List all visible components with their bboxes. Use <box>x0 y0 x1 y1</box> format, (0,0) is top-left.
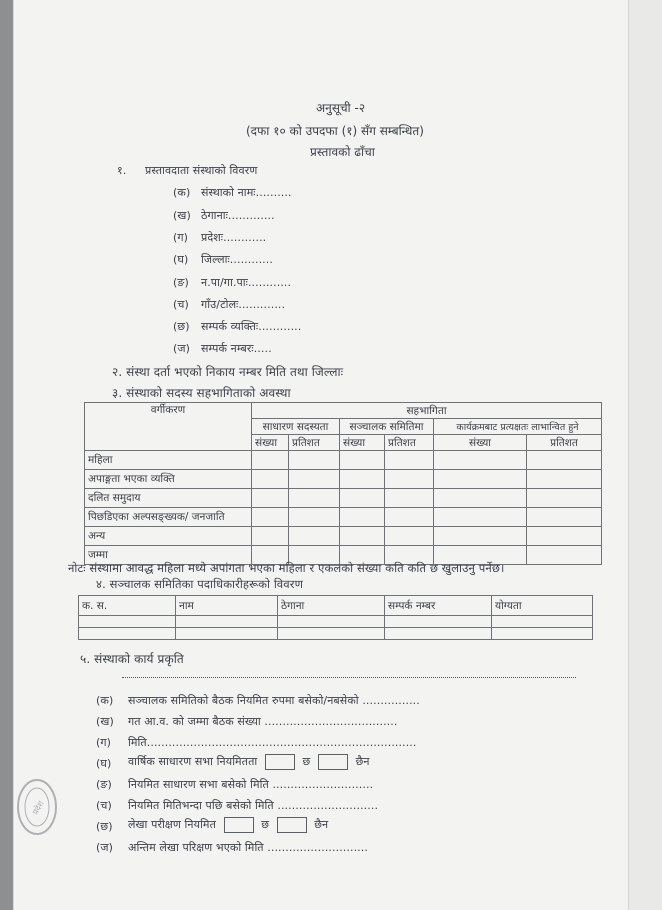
s5-item-text: अन्तिम लेखा परिक्षण भएको मिति ............................ <box>128 841 368 854</box>
row-label: महिला <box>85 451 252 470</box>
page-edge <box>628 0 662 910</box>
stamp-seal <box>16 778 58 836</box>
schedule-title: अनुसूची -२ <box>316 101 366 115</box>
table-row <box>85 489 602 508</box>
s1-item-text: गाँउ/टोलः............. <box>201 298 286 311</box>
group-header: सञ्चालक समितिमा <box>340 419 434 435</box>
s5-audit-row <box>128 817 328 833</box>
subheader: संख्या <box>252 435 289 451</box>
subheader: संख्या <box>434 435 527 451</box>
s5-item-text: मिति........................................................................... <box>128 736 417 749</box>
agm-yes-box[interactable] <box>265 754 295 770</box>
group-header: कार्यक्रमबाट प्रत्यक्षतः लाभान्वित हुने <box>434 419 602 435</box>
s1-item-letter: (ङ) <box>173 276 189 289</box>
col-header: सम्पर्क नम्बर <box>385 596 492 616</box>
table-row <box>79 616 593 628</box>
row-label: अन्य <box>85 527 252 546</box>
s1-item-text: न.पा/गा.पाः............ <box>201 276 292 289</box>
s1-item-letter: (क) <box>173 186 191 199</box>
yes-label: छ <box>302 755 311 768</box>
s1-item-text: सम्पर्क नम्बरः..... <box>201 342 272 355</box>
s1-item-letter: (ग) <box>173 231 189 244</box>
stamp-text: प्रदेश <box>30 799 46 817</box>
s5-item-letter: (च) <box>96 799 112 812</box>
s1-item-letter: (घ) <box>173 253 189 266</box>
col-header: नाम <box>176 596 278 616</box>
subheader: प्रतिशत <box>385 435 434 451</box>
row-label: दलित समुदाय <box>85 489 252 508</box>
agm-no-box[interactable] <box>318 754 348 770</box>
participation-header: सहभागिता <box>252 403 602 419</box>
section2-text: २. संस्था दर्ता भएको निकाय नम्बर मिति तथा जिल्लाः <box>112 365 344 379</box>
s5-item-letter: (घ) <box>96 757 112 770</box>
subheader: संख्या <box>340 435 385 451</box>
note-text: नोटः संस्थामा आवद्ध महिला मध्ये अपांगता भएका महिला र एकलको संख्या कति कति छ खुलाउनु पर्नेछ। <box>68 561 505 575</box>
form-title: प्रस्तावको ढाँचा <box>310 145 375 159</box>
group-header: साधारण सदस्यता <box>252 419 340 435</box>
s5-item-letter: (ख) <box>96 715 114 728</box>
table-row <box>85 451 602 470</box>
s5-item-text: गत आ.व. को जम्मा बैठक संख्या ..................................... <box>128 715 398 728</box>
s5-item-text: लेखा परीक्षण नियमित <box>128 818 216 831</box>
no-label: छैन <box>355 755 370 768</box>
section1-title: प्रस्तावदाता संस्थाको विवरण <box>145 164 258 177</box>
table-row <box>79 628 593 640</box>
s5-item-text: नियमित मितिभन्दा पछि बसेको मिति ............................ <box>128 799 379 812</box>
section1-number: १. <box>117 164 127 177</box>
yes-label: छ <box>261 818 269 831</box>
no-label: छैन <box>314 818 329 831</box>
s1-item-text: सम्पर्क व्यक्तिः............ <box>201 320 302 333</box>
row-label: जम्मा <box>85 546 252 565</box>
section3-text: ३. संस्थाको सदस्य सहभागिताको अवस्था <box>112 386 291 400</box>
col-header: योग्यता <box>492 596 593 616</box>
s1-item-letter: (च) <box>173 298 189 311</box>
s1-item-letter: (ज) <box>173 342 191 355</box>
subheader: प्रतिशत <box>289 435 340 451</box>
s5-item-text: नियमित साधारण सभा बसेको मिति ............................ <box>128 778 374 791</box>
row-label: अपाङ्गता भएका व्यक्ति <box>85 470 252 489</box>
col-header: क. स. <box>79 596 176 616</box>
reference-line: (दफा १० को उपदफा (१) सँग सम्बन्धित) <box>246 124 424 138</box>
committee-table <box>78 595 593 640</box>
col-header: ठेगाना <box>278 596 385 616</box>
s5-agm-row <box>128 754 370 770</box>
table-row <box>85 470 602 489</box>
s5-item-letter: (ङ) <box>96 778 112 791</box>
s1-item-text: प्रदेशः............ <box>201 231 267 244</box>
subheader: प्रतिशत <box>527 435 602 451</box>
participation-table <box>84 402 602 565</box>
category-header: वर्गीकरण <box>85 403 252 451</box>
table-row <box>85 527 602 546</box>
section4-text: ४. सञ्चालक समितिका पदाधिकारीहरूको विवरण <box>96 577 304 591</box>
audit-no-box[interactable] <box>277 817 307 833</box>
s1-item-text: संस्थाको नामः.......... <box>201 186 292 199</box>
dotted-line <box>122 676 576 678</box>
row-label: पिछडिएका अल्पसङ्ख्यक/ जनजाति <box>85 508 252 527</box>
s1-item-text: ठेगानाः............. <box>201 209 275 222</box>
s5-item-letter: (क) <box>96 694 114 707</box>
audit-yes-box[interactable] <box>224 817 254 833</box>
s1-item-letter: (छ) <box>173 320 190 333</box>
section5-title: ५. संस्थाको कार्य प्रकृति <box>80 652 184 666</box>
s5-item-text: सञ्चालक समितिको बैठक नियमित रुपमा बसेको/नबसेको ................ <box>128 694 420 707</box>
s5-item-letter: (ग) <box>96 736 112 749</box>
s5-item-text: वार्षिक साधारण सभा नियमितता <box>128 755 258 768</box>
s5-item-letter: (ज) <box>96 841 114 854</box>
s1-item-text: जिल्लाः............ <box>201 253 273 266</box>
s5-item-letter: (छ) <box>96 820 113 833</box>
table-row <box>85 508 602 527</box>
s1-item-letter: (ख) <box>173 209 191 222</box>
